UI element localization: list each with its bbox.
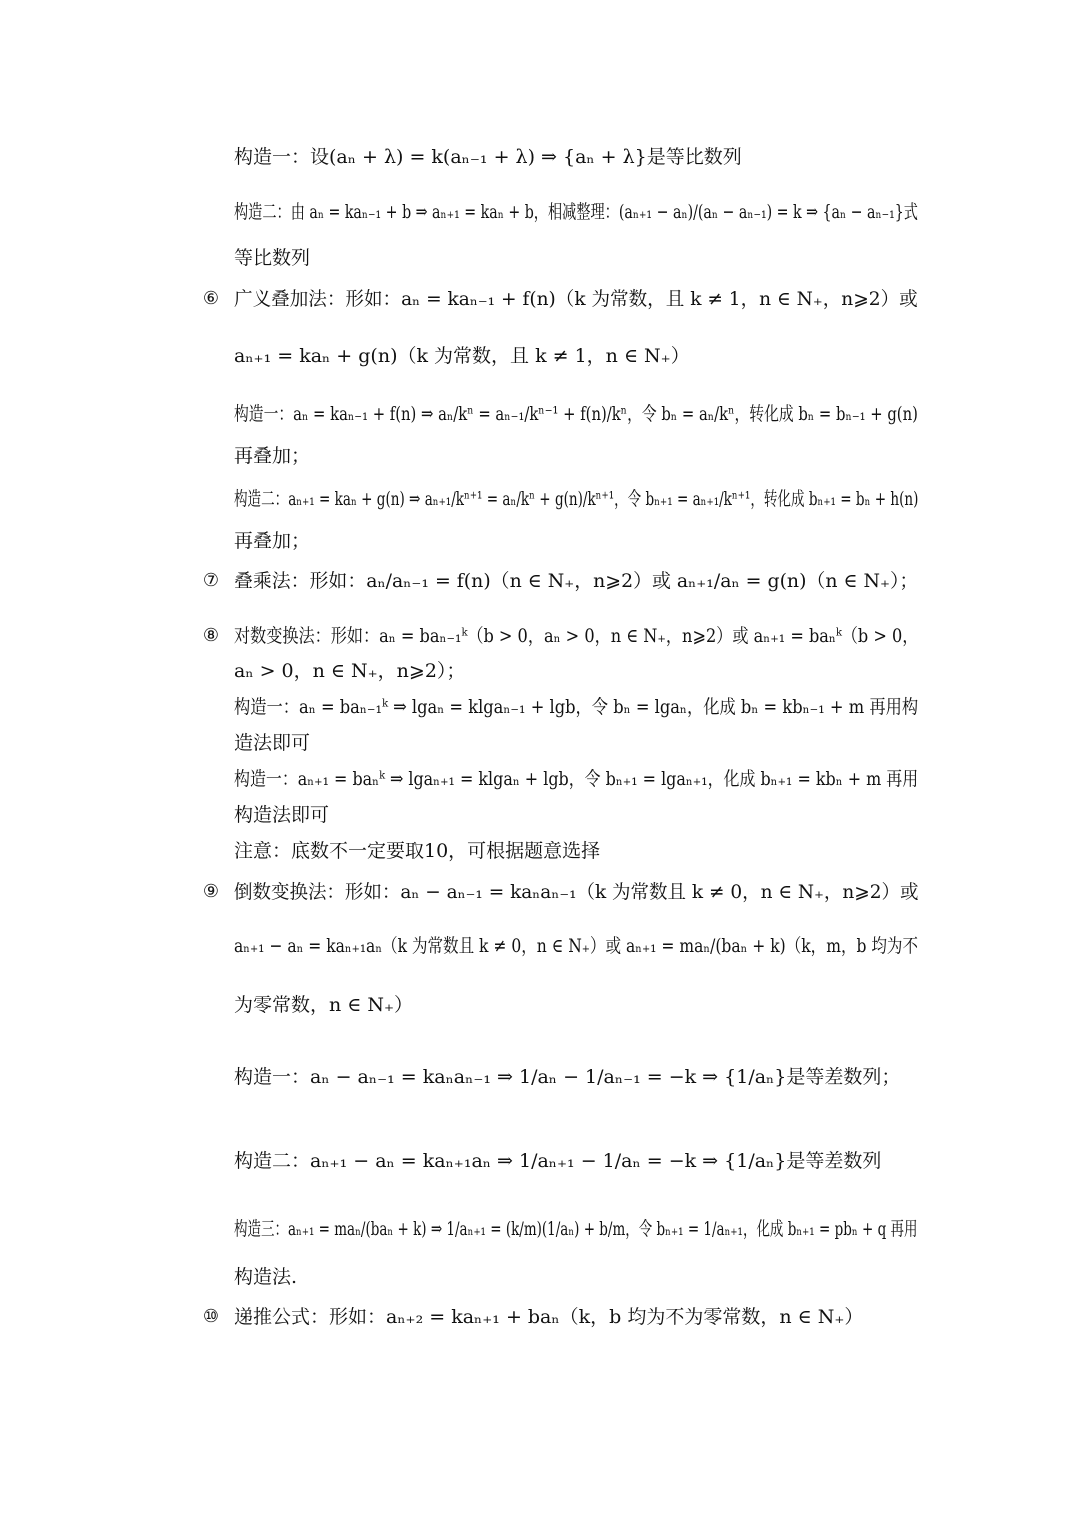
item-number: ⑥: [202, 288, 220, 309]
line-text: 倒数变换法：形如：aₙ − aₙ₋₁ = kaₙaₙ₋₁（k 为常数且 k ≠ 0，n ∈ N₊，n⩾2）或: [234, 881, 919, 903]
item-number: ⑨: [202, 881, 220, 902]
line-text: aₙ₊₁ − aₙ = kaₙ₊₁aₙ（k 为常数且 k ≠ 0，n ∈ N₊）或 aₙ₊₁ = maₙ/(baₙ + k)（k，m，b 均为不: [234, 935, 919, 957]
line-text: 构造三：aₙ₊₁ = maₙ/(baₙ + k) ⇒ 1/aₙ₊₁ = (k/m)(1/aₙ) + b/m，令 bₙ₊₁ = 1/aₙ₊₁，化成 bₙ₊₁ = pbₙ + q 再用: [234, 1218, 918, 1240]
line-text: 构造一：aₙ₊₁ = baₙᵏ ⇒ lgaₙ₊₁ = klgaₙ + lgb，令 bₙ₊₁ = lgaₙ₊₁，化成 bₙ₊₁ = kbₙ + m 再用: [234, 768, 919, 790]
item-number: ⑩: [202, 1306, 220, 1327]
line-text: 再叠加；: [234, 530, 311, 552]
line-text: 构造一：aₙ = baₙ₋₁ᵏ ⇒ lgaₙ = klgaₙ₋₁ + lgb，令 bₙ = lgaₙ，化成 bₙ = kbₙ₋₁ + m 再用构: [234, 696, 919, 718]
line-text: 构造二：aₙ₊₁ = kaₙ + g(n) ⇒ aₙ₊₁/kⁿ⁺¹ = aₙ/kⁿ + g(n)/kⁿ⁺¹，令 bₙ₊₁ = aₙ₊₁/kⁿ⁺¹，转化成 bₙ₊₁ = bₙ + h(n): [234, 488, 919, 510]
line-text: 构造一：aₙ − aₙ₋₁ = kaₙaₙ₋₁ ⇒ 1/aₙ − 1/aₙ₋₁ = −k ⇒ {1/aₙ}是等差数列；: [234, 1066, 901, 1088]
item-number: ⑦: [202, 570, 220, 591]
line-text: 构造二：aₙ₊₁ − aₙ = kaₙ₊₁aₙ ⇒ 1/aₙ₊₁ − 1/aₙ = −k ⇒ {1/aₙ}是等差数列: [234, 1150, 882, 1172]
line-text: aₙ₊₁ = kaₙ + g(n)（k 为常数，且 k ≠ 1，n ∈ N₊）: [234, 345, 690, 367]
line-text: 为零常数，n ∈ N₊）: [234, 994, 414, 1016]
line-text: 注意：底数不一定要取10，可根据题意选择: [234, 840, 601, 862]
line-text: 对数变换法：形如：aₙ = baₙ₋₁ᵏ（b > 0，aₙ > 0，n ∈ N₊，n⩾2）或 aₙ₊₁ = baₙᵏ（b > 0，: [234, 625, 919, 647]
line-text: 再叠加；: [234, 445, 311, 467]
line-text: 构造二：由 aₙ = kaₙ₋₁ + b ⇒ aₙ₊₁ = kaₙ + b，相减整理：(aₙ₊₁ − aₙ)/(aₙ − aₙ₋₁) = k ⇒ {aₙ − aₙ₋₁}式: [234, 201, 918, 223]
line-text: 构造一：aₙ = kaₙ₋₁ + f(n) ⇒ aₙ/kⁿ = aₙ₋₁/kⁿ⁻¹ + f(n)/kⁿ，令 bₙ = aₙ/kⁿ，转化成 bₙ = bₙ₋₁ + g(n): [234, 403, 918, 425]
line-text: 构造法.: [234, 1266, 298, 1288]
line-text: 构造一：设(aₙ + λ) = k(aₙ₋₁ + λ) ⇒ {aₙ + λ}是等比数列: [234, 146, 742, 168]
line-text: 等比数列: [234, 247, 311, 269]
line-text: 构造法即可: [234, 804, 330, 826]
line-text: 造法即可: [234, 732, 311, 754]
line-text: 叠乘法：形如：aₙ/aₙ₋₁ = f(n)（n ∈ N₊，n⩾2）或 aₙ₊₁/aₙ = g(n)（n ∈ N₊）；: [234, 570, 919, 592]
item-number: ⑧: [202, 625, 220, 646]
line-text: 广义叠加法：形如：aₙ = kaₙ₋₁ + f(n)（k 为常数，且 k ≠ 1，n ∈ N₊，n⩾2）或: [234, 288, 918, 310]
line-text: aₙ > 0，n ∈ N₊，n⩾2）；: [234, 660, 466, 682]
line-text: 递推公式：形如：aₙ₊₂ = kaₙ₊₁ + baₙ（k，b 均为不为零常数，n ∈ N₊）: [234, 1306, 864, 1328]
